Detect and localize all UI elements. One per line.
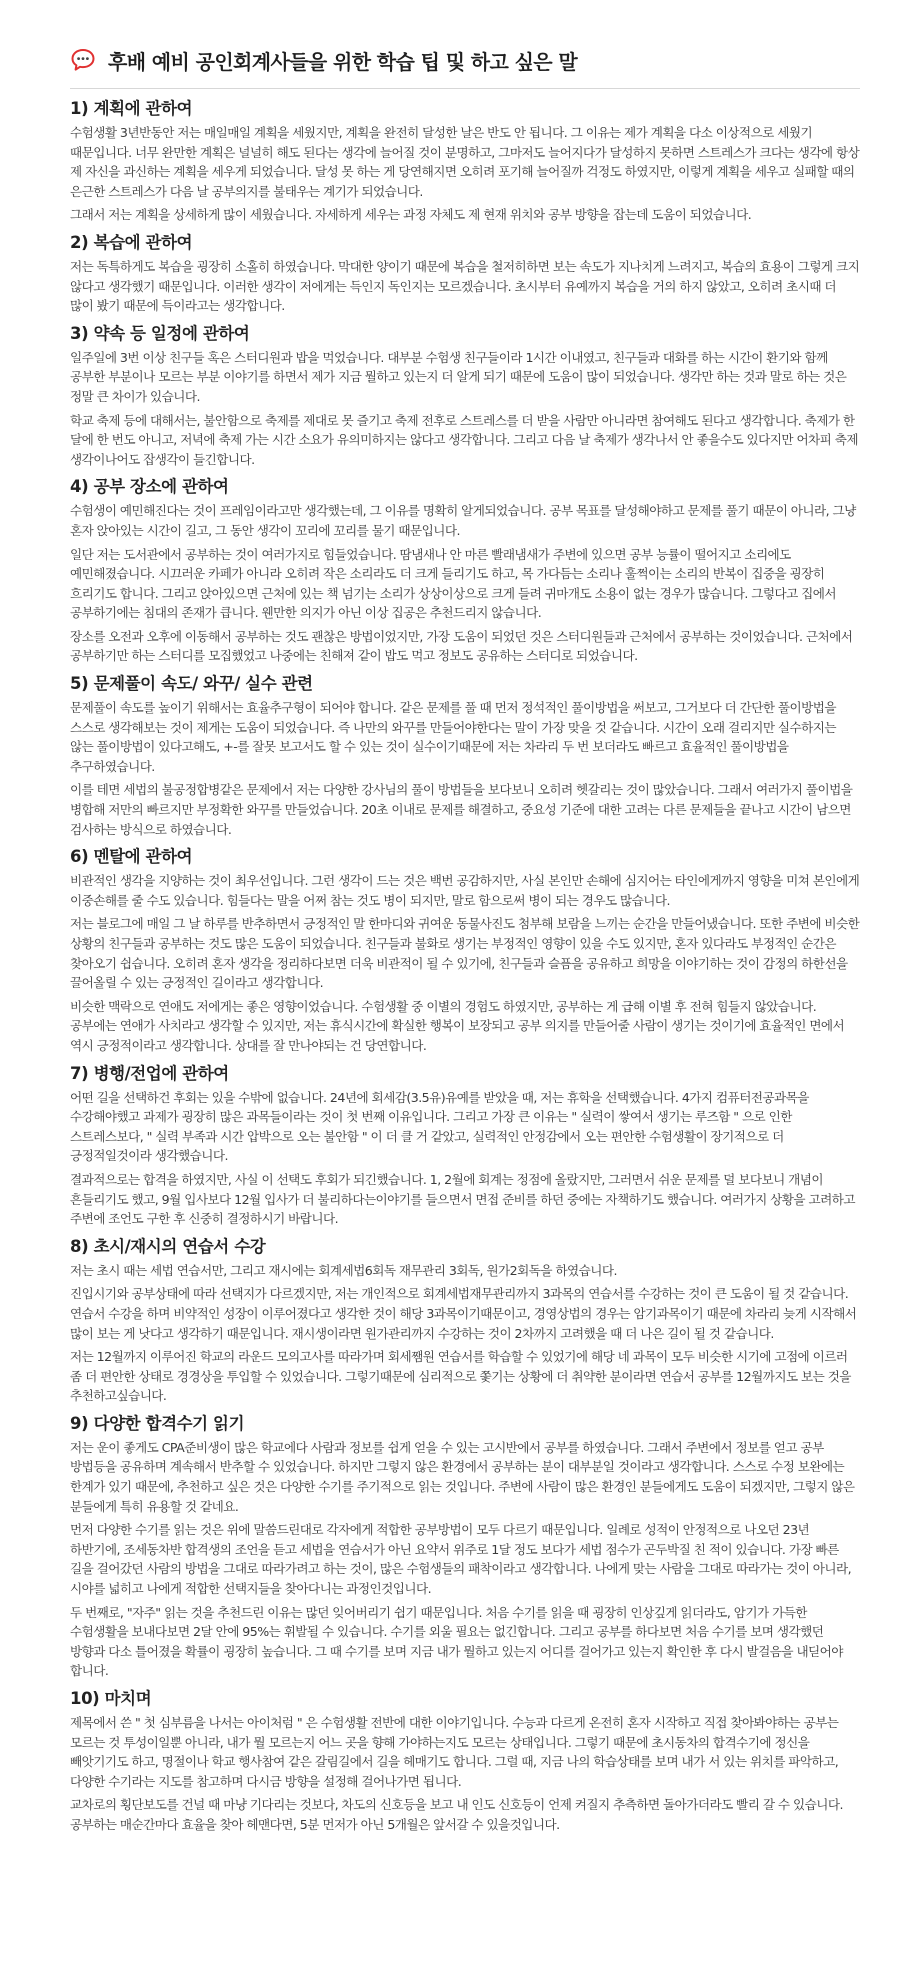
section-paragraph: 장소를 오전과 오후에 이동해서 공부하는 것도 괜찮은 방법이었지만, 가장 도움이 되었던 것은 스터디원들과 근처에서 공부하는 것이었습니다. 근처에서 공부하기만 하는 스터디를 모집했었고 나중에는 친해져 같이 밥도 먹고 정보도 공유하는 스터디로 되었습니다. (70, 628, 853, 664)
section-paragraph: 일주일에 3번 이상 친구들 혹은 스터디원과 밥을 먹었습니다. 대부분 수험생 친구들이라 1시간 이내였고, 친구들과 대화를 하는 시간이 환기와 함께 공부한 부분이나 모르는 부분 이야기를 하면서 제가 지금 뭘하고 있는지 더 알게 되기 때문에 도움이 많이 되었습니다. 생각만 하는 것과 말로 하는 것은 정말 큰 차이가 있습니다. (70, 349, 847, 404)
section-paragraph: 어떤 길을 선택하건 후회는 있을 수밖에 없습니다. 24년에 회세감(3.5유)유예를 받았을 때, 저는 휴학을 선택했습니다. 4가지 컴퓨터전공과목을 수강해야했고 과제가 굉장히 많은 과목들이라는 것이 첫 번째 이유입니다. 그리고 가장 큰 이유는 " 실력이 쌓여서 생기는 루즈함 " 으로 인한 스트레스보다, " 실력 부족과 시간 압박으로 오는 불안함 " 이 더 클 거 같았고, 실력적인 안정감에서 오는 편안한 수험생활이 장기적으로 더 긍정적일것이라 생각했습니다. (70, 1089, 809, 1164)
section-heading: 7) 병행/전업에 관하여 (70, 1063, 229, 1083)
section-2 (70, 231, 860, 316)
section-paragraph: 수험생활 3년반동안 저는 매일매일 계획을 세웠지만, 계획을 완전히 달성한 날은 반도 안 됩니다. 그 이유는 제가 계획을 다소 이상적으로 세웠기 때문입니다. 너무 완만한 계획은 널널히 해도 된다는 생각에 늘어질 것이 분명하고, 그마저도 늘어지다가 달성하지 못하면 스트레스가 크다는 생각에 항상 제 자신을 과신하는 계획을 세우게 되었습니다. 달성 못 하는 게 당연해지면 오히려 포기해 늘어질까 걱정도 하였지만, 이렇게 계획을 세우고 실패할 때의 은근한 스트레스가 다음 날 공부의지를 불태우는 계기가 되었습니다. (70, 125, 860, 199)
section-5 (70, 672, 860, 839)
section-paragraph: 저는 블로그에 매일 그 날 하루를 반추하면서 긍정적인 말 한마디와 귀여운 동물사진도 첨부해 보람을 느끼는 순간을 만들어냈습니다. 또한 주변에 비슷한 상황의 친구들과 공부하는 것도 많은 도움이 되었습니다. 친구들과 불화로 생기는 부정적인 영향이 있을 수도 있지만, 혼자 있다라도 부정적인 순간은 찾아오기 쉽습니다. 오히려 혼자 생각을 정리하다보면 더욱 비관적이 될 수 있기에, 친구들과 슬픔을 공유하고 희망을 이야기하는 것이 감정의 하한선을 끌어올릴 수 있는 긍정적인 길이라고 생각합니다. (70, 916, 860, 991)
section-paragraph: 진입시기와 공부상태에 따라 선택지가 다르겠지만, 저는 개인적으로 회계세법재무관리까지 3과목의 연습서를 수강하는 것이 큰 도움이 될 것 같습니다. 연습서 수강을 하며 비약적인 성장이 이루어졌다고 생각한 것이 해당 3과목이기때문이고, 경영상법의 경우는 암기과목이기 때문에 차라리 늦게 시작해서 많이 보는 게 낫다고 생각하기 때문입니다. 재시생이라면 원가관리까지 수강하는 것이 2차까지 고려했을 때 더 나은 길이 될 것 같습니다. (70, 1286, 857, 1341)
section-8 (70, 1235, 860, 1406)
section-paragraph: 저는 운이 좋게도 CPA준비생이 많은 학교에다 사람과 정보를 쉽게 얻을 수 있는 고시반에서 공부를 하였습니다. 그래서 주변에서 정보를 얻고 공부 방법등을 공유하며 계속해서 반추할 수 있었습니다. 하지만 그렇지 않은 환경에서 공부하는 분이 대부분일 것이라고 생각합니다. 스스로 수정 보완에는 한계가 있기 때문에, 추천하고 싶은 것은 다양한 수기를 주기적으로 읽는 것입니다. 주변에 사람이 많은 환경인 분들에게도 도움이 되겠지만, 그렇지 않은 분들에게 특히 유용할 것 같네요. (70, 1439, 855, 1514)
section-7 (70, 1062, 860, 1229)
section-paragraph: 학교 축제 등에 대해서는, 불안함으로 축제를 제대로 못 즐기고 축제 전후로 스트레스를 더 받을 사람만 아니라면 참여해도 된다고 생각합니다. 축제가 한 달에 한 번도 아니고, 저녁에 축제 가는 시간 소요가 유의미하지는 않다고 생각합니다. 그리고 다음 날 축제가 생각나서 안 좋을수도 있다지만 어차피 축제 생각이나어도 잡생각이 들긴합니다. (70, 412, 858, 467)
section-heading: 1) 계획에 관하여 (70, 99, 193, 118)
section-1 (70, 97, 860, 225)
section-paragraph: 비관적인 생각을 지양하는 것이 최우선입니다. 그런 생각이 드는 것은 백번 공감하지만, 사실 본인만 손해에 심지어는 타인에게까지 영향을 미쳐 본인에게 이중손해를 줄 수도 있습니다. 힘들다는 말을 어쩌 참는 것도 병이 되지만, 말로 함으로써 병이 되는 경우도 많습니다. (70, 873, 860, 908)
section-heading: 4) 공부 장소에 관하여 (70, 477, 229, 497)
section-heading: 9) 다양한 합격수기 읽기 (70, 1413, 245, 1433)
section-heading: 2) 복습에 관하여 (70, 232, 193, 252)
section-heading: 8) 초시/재시의 연습서 수강 (70, 1236, 266, 1256)
section-heading: 10) 마치며 (70, 1689, 152, 1708)
page-title: 후배 예비 공인회계사들을 위한 학습 팁 및 하고 싶은 말 (108, 49, 578, 74)
section-heading: 3) 약속 등 일정에 관하여 (70, 323, 250, 343)
section-paragraph: 저는 초시 때는 세법 연습서만, 그리고 재시에는 회계세법6회독 재무관리 3회독, 원가2회독을 하였습니다. (70, 1262, 617, 1278)
section-3 (70, 322, 860, 470)
section-paragraph: 교차로의 횡단보도를 건널 때 마냥 기다리는 것보다, 차도의 신호등을 보고 내 인도 신호등이 언제 켜질지 추측하면 돌아가더라도 빨리 갈 수 있습니다. 공부하는 매순간마다 효율을 찾아 헤맨다면, 5분 먼저가 아닌 5개월은 앞서갈 수 있을것입니다. (70, 1797, 843, 1832)
section-paragraph: 수험생이 예민해진다는 것이 프레임이라고만 생각했는데, 그 이유를 명확히 알게되었습니다. 공부 목표를 달성해야하고 문제를 풀기 때문이 아니라, 그냥 혼자 앉아있는 시간이 길고, 그 동안 생각이 꼬리에 꼬리를 물기 때문입니다. (70, 503, 856, 538)
section-10 (70, 1687, 860, 1835)
section-paragraph: 일단 저는 도서관에서 공부하는 것이 여러가지로 힘들었습니다. 땀냄새나 안 마른 빨래냄새가 주변에 있으면 공부 능률이 떨어지고 소리에도 예민해졌습니다. 시끄러운 카페가 아니라 오히려 작은 소리라도 더 크게 들리기도 하고, 목 가다듬는 소리나 훌쩍이는 소리의 반복이 집중을 굉장히 흐리기도 합니다. 그리고 앉아있으면 근처에 있는 책 넘기는 소리가 상상이상으로 크게 들려 귀마개도 소용이 없는 경우가 많습니다. 그렇다고 집에서 공부하기에는 침대의 존재가 큽니다. 웬만한 의지가 아닌 이상 집공은 추천드리지 않습니다. (70, 546, 836, 621)
section-paragraph: 비슷한 맥락으로 연애도 저에게는 좋은 영향이었습니다. 수험생활 중 이별의 경험도 하였지만, 공부하는 게 급해 이별 후 전혀 힘들지 않았습니다. 공부에는 연애가 사치라고 생각할 수 있지만, 저는 휴식시간에 확실한 행복이 보장되고 공부 의지를 만들어줄 사람이 생기는 것이기에 효율적인 면에서 역시 긍정적이라고 생각합니다. 상대를 잘 만나야되는 건 당연합니다. (70, 998, 845, 1053)
section-9 (70, 1412, 860, 1681)
document-header (70, 38, 860, 89)
section-heading: 5) 문제풀이 속도/ 와꾸/ 실수 관련 (70, 674, 313, 694)
section-paragraph: 그래서 저는 계획을 상세하게 많이 세웠습니다. 자세하게 세우는 과정 자체도 제 현재 위치와 공부 방향을 잡는데 도움이 되었습니다. (70, 207, 752, 223)
document-body (70, 97, 860, 1835)
section-paragraph: 이를 테면 세법의 불공정합병같은 문제에서 저는 다양한 강사님의 풀이 방법들을 보다보니 오히려 헷갈리는 것이 많았습니다. 그래서 여러가지 풀이법을 병합해 저만의 빠르지만 부정확한 와꾸를 만들었습니다. 20초 이내로 문제를 해결하고, 중요성 기준에 대한 고려는 다른 문제들을 끝나고 시간이 남으면 검사하는 방식으로 하였습니다. (70, 782, 853, 837)
section-paragraph: 결과적으로는 합격을 하였지만, 사실 이 선택도 후회가 되긴했습니다. 1, 2월에 회계는 정점에 올랐지만, 그러면서 쉬운 문제를 덜 보다보니 개념이 흔들리기도 했고, 9월 입사보다 12월 입사가 더 불리하다는이야기를 들으면서 면접 준비를 하던 중에는 자책하기도 했습니다. 여러가지 상황을 고려하고 주변에 조언도 구한 후 신중히 결정하시기 바랍니다. (70, 1171, 855, 1227)
section-paragraph: 두 번째로, "자주" 읽는 것을 추천드린 이유는 많던 잊어버리기 쉽기 때문입니다. 처음 수기를 읽을 때 굉장히 인상깊게 읽더라도, 암기가 가득한 수험생활을 보내다보면 2달 안에 95%는 휘발될 수 있습니다. 수기를 외울 필요는 없긴합니다. 그리고 공부를 하다보면 처음 수기를 보며 생각했던 방향과 다소 틀어졌을 확률이 굉장히 높습니다. 그 때 수기를 보며 지금 내가 뭘하고 있는지 어디를 걸어가고 있는지 확인한 후 다시 발걸음을 내딛어야 합니다. (70, 1604, 843, 1679)
section-paragraph: 저는 독특하게도 복습을 굉장히 소홀히 하였습니다. 막대한 양이기 때문에 복습을 철저히하면 보는 속도가 지나치게 느려지고, 복습의 효용이 그렇게 크지 않다고 생각했기 때문입니다. 이러한 생각이 저에게는 득인지 독인지는 모르겠습니다. 초시부터 유예까지 복습을 거의 하지 않았고, 오히려 초시때 더 많이 봤기 때문에 득이라고는 생각합니다. (70, 258, 860, 314)
section-paragraph: 제목에서 쓴 " 첫 심부름을 나서는 아이처럼 " 은 수험생활 전반에 대한 이야기입니다. 수능과 다르게 온전히 혼자 시작하고 직접 찾아봐야하는 공부는 모르는 것 투성이일뿐 아니라, 내가 뭘 모르는지 어느 곳을 향해 가야하는지도 모르는 상태입니다. 그렇기 때문에 초시동차의 합격수기에 정신을 빼앗기기도 하고, 명절이나 학교 행사참여 같은 갈림길에서 길을 헤매기도 합니다. 그럴 때, 지금 나의 학습상태를 보며 내가 서 있는 위치를 파악하고, 다양한 수기라는 지도를 참고하며 다시금 방향을 설정해 걸어나가면 됩니다. (70, 1715, 839, 1789)
section-paragraph: 저는 12월까지 이루어진 학교의 라운드 모의고사를 따라가며 회세쨈원 연습서를 학습할 수 있었기에 해당 네 과목이 모두 비슷한 시기에 고점에 이르러 좀 더 편안한 상태로 경경상을 투입할 수 있었습니다. 그렇기때문에 심리적으로 쫓기는 상황에 더 취약한 분이라면 연습서 공부를 12월까지도 보는 것을 추천하고싶습니다. (70, 1349, 851, 1404)
section-4 (70, 475, 860, 666)
section-paragraph: 문제풀이 속도를 높이기 위해서는 효율추구형이 되어야 합니다. 같은 문제를 풀 때 먼저 정석적인 풀이방법을 써보고, 그거보다 더 간단한 풀이방법을 스스로 생각해보는 것이 제게는 도움이 되었습니다. 즉 나만의 와꾸를 만들어야한다는 말이 가장 맞을 것 같습니다. 시간이 오래 걸리지만 실수하지는 않는 풀이방법이 있다고해도, +-를 잘못 보고서도 할 수 있는 것이 실수이기때문에 저는 차라리 두 번 보더라도 빠르고 효율적인 풀이방법을 추구하였습니다. (70, 700, 836, 774)
speech-bubble-icon (70, 47, 96, 73)
section-heading: 6) 멘탈에 관하여 (70, 847, 193, 867)
section-6 (70, 845, 860, 1055)
section-paragraph: 먼저 다양한 수기를 읽는 것은 위에 말씀드린대로 각자에게 적합한 공부방법이 모두 다르기 때문입니다. 일례로 성적이 안정적으로 나오던 23년 하반기에, 조세동차반 합격생의 조언을 듣고 세법을 연습서가 아닌 요약서 위주로 1달 정도 보다가 세법 점수가 곤두박질 친 적이 있습니다. 가장 빠른 길을 걸어갔던 사람의 방법을 그대로 따라가려고 하는 것이, 많은 수험생들의 패착이라고 생각합니다. 나에게 맞는 사람을 그대로 따라가는 것이 아니라, 시야를 넓히고 나에게 적합한 선택지들을 찾아다니는 과정인것입니다. (70, 1522, 852, 1597)
